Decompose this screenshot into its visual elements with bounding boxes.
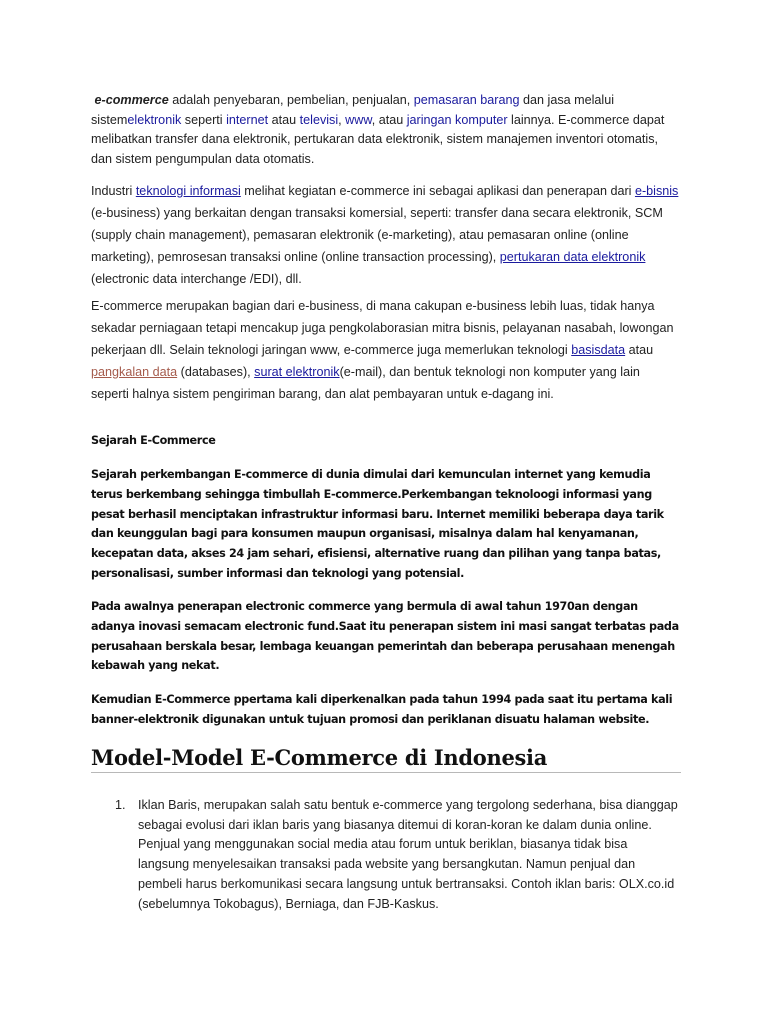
link-pangkalan-data[interactable]: pangkalan data bbox=[91, 365, 178, 379]
model-heading: Model-Model E-Commerce di Indonesia bbox=[91, 745, 548, 770]
link-elektronik[interactable]: elektronik bbox=[127, 112, 182, 127]
industri-text: Industri bbox=[91, 184, 136, 198]
link-pemasaran-barang[interactable]: pemasaran barang bbox=[413, 93, 520, 107]
link-internet[interactable]: internet bbox=[226, 112, 269, 127]
list-item bbox=[91, 796, 681, 914]
industri-text: (electronic data interchange /EDI), dll. bbox=[91, 272, 302, 286]
link-surat-elektronik[interactable]: surat elektronik bbox=[254, 365, 340, 379]
heading-divider bbox=[91, 772, 681, 773]
sejarah-paragraph-2: Pada awalnya penerapan electronic commerce yang bermula di awal tahun 1970an dengan adanya inovasi semacam electronic fund.Saat itu penerapan sistem ini masi sangat terbatas pada perusahaan berskala besar, lembaga keuangan pemerintah dan beberapa perusahaan menengah kebawah yang nekat. bbox=[91, 600, 679, 673]
industri-text: melihat kegiatan e-commerce ini sebagai aplikasi dan penerapan dari bbox=[240, 184, 635, 198]
intro-text: atau bbox=[268, 112, 300, 127]
link-teknologi-informasi[interactable]: teknologi informasi bbox=[135, 184, 241, 198]
intro-text: , bbox=[338, 112, 346, 127]
intro-paragraph bbox=[91, 91, 681, 169]
ecommerce-term: e-commerce bbox=[94, 93, 169, 107]
ebusiness-text: (e-mail), dan bentuk teknologi non komputer yang lain seperti halnya sistem pengiriman barang, dan alat pembayaran untuk e-dagang ini. bbox=[91, 365, 640, 401]
intro-text: dan jasa melalui sistem bbox=[91, 93, 615, 127]
sejarah-paragraph-3: Kemudian E-Commerce ppertama kali diperkenalkan pada tahun 1994 pada saat itu pertama kali banner-elektronik digunakan untuk tujuan promosi dan periklanan disuatu halaman website. bbox=[91, 693, 673, 726]
link-jaringan-komputer[interactable]: jaringan komputer bbox=[406, 112, 508, 127]
intro-text: , atau bbox=[371, 112, 407, 127]
link-televisi[interactable]: televisi bbox=[299, 112, 339, 127]
list-item-text: Iklan Baris, merupakan salah satu bentuk e-commerce yang tergolong sederhana, bisa dianggap sebagai evolusi dari iklan baris yang biasanya ditemui di koran-koran ke dalam dunia online. Penjual yang menggunakan social media atau forum untuk beriklan, biasanya tidak bisa langsung menyelesaikan transaksi pada website yang bersangkutan. Namun penjual dan pembeli harus berkomunikasi secara langsung untuk bertransaksi. Contoh iklan baris: OLX.co.id (sebelumnya Tokobagus), Berniaga, dan FJB-Kaskus. bbox=[138, 798, 678, 911]
link-pertukaran-data-elektronik[interactable]: pertukaran data elektronik bbox=[499, 250, 646, 264]
sejarah-title: Sejarah E-Commerce bbox=[91, 434, 216, 447]
ebusiness-text: E-commerce merupakan bagian dari e-business, di mana cakupan e-business lebih luas, tidak hanya sekadar perniagaan tetapi mencakup juga pengkolaborasian mitra bisnis, pelayanan nasabah, lowongan pekerjaan dll. Selain teknologi jaringan www, e-commerce juga memerlukan teknologi bbox=[91, 299, 674, 357]
link-e-bisnis[interactable]: e-bisnis bbox=[634, 184, 679, 198]
industri-text: (e-business) yang berkaitan dengan transaksi komersial, seperti: transfer dana secara elektronik, SCM (supply chain management), pemasaran elektronik (e-marketing), atau pemasaran online (online marketing), pemrosesan transaksi online (online transaction processing), bbox=[91, 206, 663, 264]
sejarah-paragraph-1: Sejarah perkembangan E-commerce di dunia dimulai dari kemunculan internet yang kemudia terus berkembang sehingga timbullah E-commerce.Perkembangan teknoloogi informasi yang pesat berhasil menciptakan infrastruktur informasi baru. Internet memiliki beberapa daya tarik dan keunggulan bagi para konsumen maupun organisasi, misalnya dalam hal kenyamanan, kecepatan data, akses 24 jam sehari, efisiensi, alternative ruang dan pilihan yang tanpa batas, personalisasi, sumber informasi dan teknologi yang potensial. bbox=[91, 468, 664, 580]
ebusiness-text: (databases), bbox=[177, 365, 255, 379]
intro-text: seperti bbox=[181, 112, 227, 127]
industri-paragraph bbox=[91, 180, 681, 290]
list-item-number: 1. bbox=[115, 798, 126, 812]
intro-text: lainnya. E-commerce dapat melibatkan transfer dana elektronik, pertukaran data elektronik, sistem manajemen inventori otomatis, dan sistem pengumpulan data otomatis. bbox=[91, 112, 665, 166]
intro-text: adalah penyebaran, pembelian, penjualan, bbox=[168, 93, 414, 107]
link-basisdata[interactable]: basisdata bbox=[571, 343, 626, 357]
ebusiness-text: atau bbox=[625, 343, 654, 357]
model-list bbox=[91, 796, 681, 914]
link-www[interactable]: www bbox=[345, 112, 372, 127]
ebusiness-paragraph bbox=[91, 295, 681, 405]
